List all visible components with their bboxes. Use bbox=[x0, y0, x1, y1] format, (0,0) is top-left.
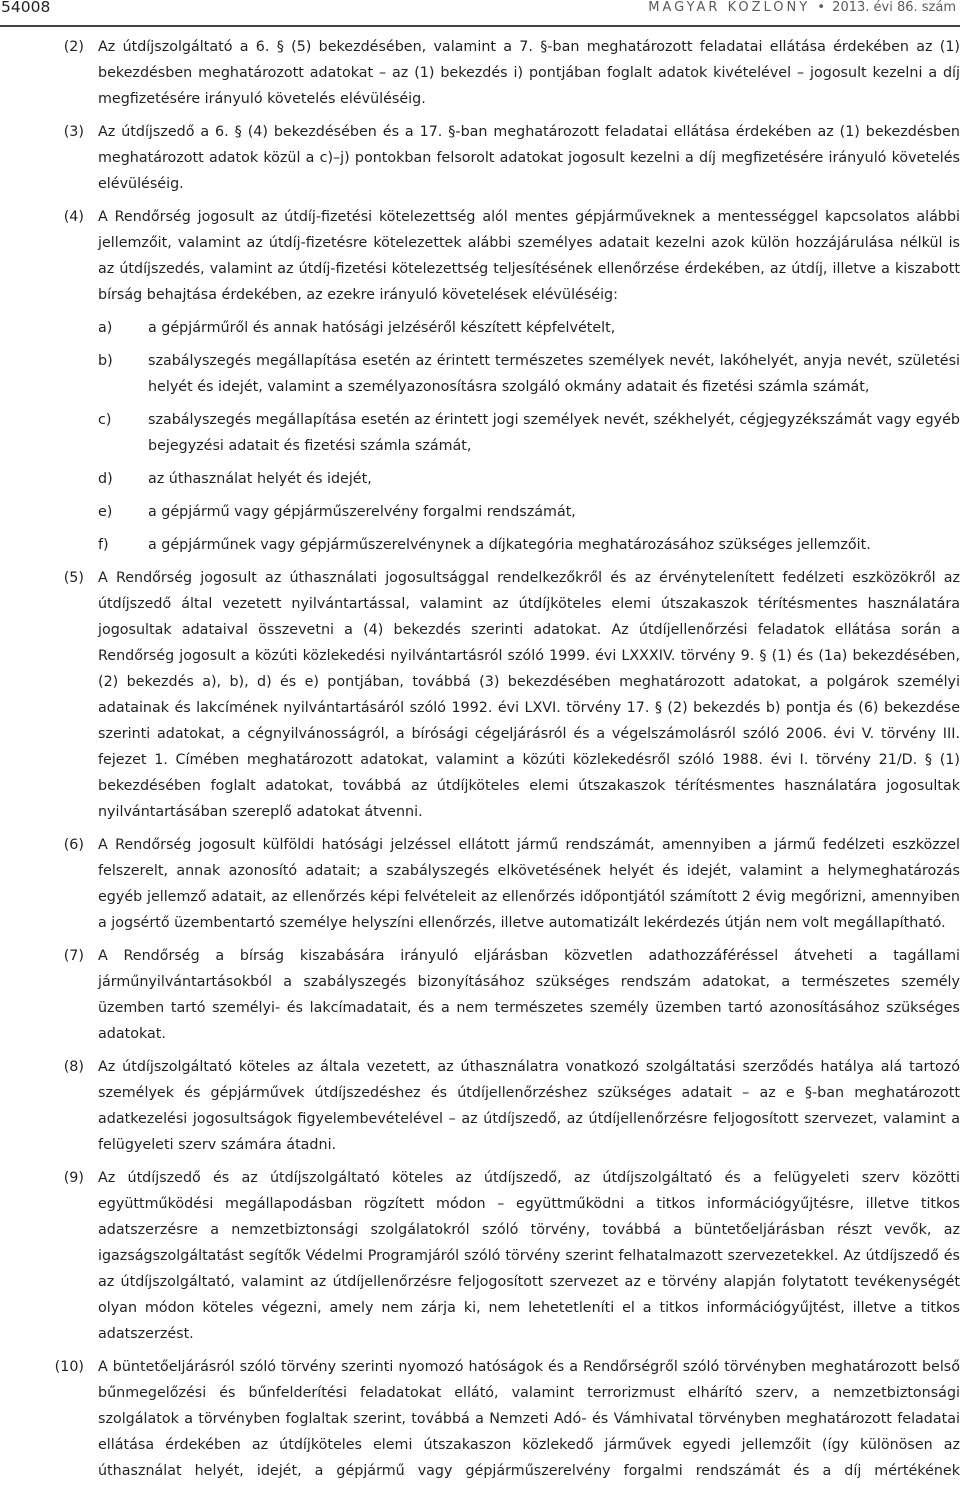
list-item-a bbox=[0, 315, 960, 341]
list-item-text: a gépjárműről és annak hatósági jelzéséről készített képfelvételt, bbox=[148, 320, 616, 336]
header-bullet: • bbox=[817, 0, 826, 15]
list-item-c bbox=[0, 407, 960, 459]
list-item-d bbox=[0, 466, 960, 492]
journal-header bbox=[648, 0, 956, 15]
list-item-label: c) bbox=[98, 412, 112, 428]
paragraph-text: A Rendőrség jogosult az úthasználati jogosultsággal rendelkezőkről és az érvénytelenített fedélzeti eszközökről az útdíjszedő által vezetett nyilvántartással, valamint az útdíjköteles elemi útszakaszok térítésmentes használatára jogosultak adataival összevetni a (4) bekezdés szerinti adatokat. Az útdíjellenőrzési feladatok ellátása során a Rendőrség jogosult a közúti közlekedési nyilvántartásról szóló 1999. évi LXXXIV. törvény 9. § (1) és (1a) bekezdésében, (2) bekezdés a), b), d) és e) pontjában, továbbá (3) bekezdésében meghatározott adatokat, a polgárok személyi adatainak és lakcímének nyilvántartásáról szóló 1992. évi LXVI. törvény 17. § (2) bekezdés b) pontja és (6) bekezdése szerinti adatokat, a cégnyilvánosságról, a bírósági cégeljárásról és a végelszámolásról szóló 2006. évi V. törvény III. fejezet 1. Címében meghatározott adatokat, valamint a közúti közlekedésről szóló 1988. évi I. törvény 21/D. § (1) bekezdésében foglalt adatokat, továbbá az útdíjköteles elemi útszakaszok térítésmentes használatára jogosultak nyilvántartásában szereplő adatokat átvenni. bbox=[98, 570, 960, 820]
list-item-b bbox=[0, 348, 960, 400]
list-item-label: b) bbox=[98, 353, 113, 369]
list-item-label: e) bbox=[98, 504, 113, 520]
paragraph-number: (3) bbox=[63, 124, 84, 140]
list-item-e bbox=[0, 499, 960, 525]
list-item-text: az úthasználat helyét és idejét, bbox=[148, 471, 372, 487]
paragraph-number: (4) bbox=[63, 209, 84, 225]
paragraph-text: A Rendőrség jogosult külföldi hatósági jelzéssel ellátott jármű rendszámát, amennyiben a jármű fedélzeti eszközzel felszerelt, annak azonosító adatait; a szabályszegés elkövetésének helyét és idejét, valamint a helymeghatározás egyéb jellemző adatait, az ellenőrzés képi felvételeit az ellenőrzés időpontjától számított 2 évig megőrizni, amennyiben a jogsértő üzembentartó személye helyszíni ellenőrzés, illetve automatizált lekérdezés útján nem volt megállapítható. bbox=[98, 837, 960, 931]
paragraph-number: (6) bbox=[63, 837, 84, 853]
list-item-text: a gépjármű vagy gépjárműszerelvény forgalmi rendszámát, bbox=[148, 504, 576, 520]
paragraph-text: A Rendőrség a bírság kiszabására irányuló eljárásban közvetlen adathozzáféréssel átveheti a tagállami járműnyilvántartásokból a szabályszegés bizonyításához szükséges rendszám adatokat, a természetes személy üzemben tartó személyi- és lakcímadatait, és a nem természetes személy üzemben tartó azonosításához szükséges adatokat. bbox=[98, 948, 960, 1042]
paragraph-4 bbox=[0, 204, 960, 308]
paragraph-text: A büntetőeljárásról szóló törvény szerinti nyomozó hatóságok és a Rendőrségről szóló törvényben meghatározott belső bűnmegelőzési és bűnfelderítési feladatokat ellátó, valamint terrorizmust elhárító szerv, a nemzetbiztonsági szolgálatok a törvényben foglaltak szerint, továbbá a Nemzeti Adó- és Vámhivatal törvényben meghatározott feladatai ellátása érdekében az útdíjköteles elemi útszakaszon közlekedő járművek egyedi jellemzőit (így különösen az úthasználat helyét, idejét, a gépjármű vagy gépjárműszerelvény forgalmi rendszámát és a díj mértékének bbox=[98, 1359, 960, 1479]
paragraph-number: (8) bbox=[63, 1059, 84, 1075]
list-item-f bbox=[0, 532, 960, 558]
paragraph-10 bbox=[0, 1354, 960, 1484]
issue-label: 2013. évi 86. szám bbox=[832, 0, 956, 15]
list-item-label: f) bbox=[98, 537, 109, 553]
journal-title: MAGYAR KÖZLÖNY bbox=[648, 0, 811, 15]
paragraph-number: (9) bbox=[63, 1170, 84, 1186]
paragraph-text: A Rendőrség jogosult az útdíj-fizetési kötelezettség alól mentes gépjárműveknek a mentességgel kapcsolatos alábbi jellemzőit, valamint az útdíj-fizetésre kötelezettek alábbi személyes adatait kezelni azok külön hozzájárulása nélkül is az útdíjszedés, valamint az útdíj-fizetési kötelezettség teljesítésének ellenőrzése érdekében, az útdíj, illetve a kiszabott bírság behajtása érdekében, az ezekre irányuló követelések elévüléséig: bbox=[98, 209, 960, 303]
paragraph-text: Az útdíjszolgáltató köteles az általa vezetett, az úthasználatra vonatkozó szolgáltatási szerződés hatálya alá tartozó személyek és gépjárművek útdíjszedéshez és útdíjellenőrzéshez szükséges adatait – az e §-ban meghatározott adatkezelési jogosultságok figyelembevételével – az útdíjszedő, az útdíjellenőrzésre feljogosított szervezet, valamint a felügyeleti szerv számára átadni. bbox=[98, 1059, 960, 1153]
paragraph-2 bbox=[0, 34, 960, 112]
paragraph-text: Az útdíjszedő és az útdíjszolgáltató köteles az útdíjszedő, az útdíjszolgáltató és a felügyeleti szerv közötti együttműködési megállapodásban rögzített módon – együttműködni a titkos információgyűjtésre, illetve titkos adatszerzésre a nemzetbiztonsági szolgálatokról szóló törvény, továbbá a büntetőeljárásban részt vevők, az igazságszolgáltatást segítők Védelmi Programjáról szóló törvény szerint felhatalmazott szervezetekkel. Az útdíjszedő és az útdíjszolgáltató, valamint az útdíjellenőrzésre feljogosított szervezet az e törvény alapján folytatott tevékenységét olyan módon köteles végezni, amely nem zárja ki, nem lehetetleníti el a titkos információgyűjtést, illetve a titkos adatszerzést. bbox=[98, 1170, 960, 1342]
document-body bbox=[0, 34, 960, 1491]
page-header bbox=[0, 0, 960, 26]
list-item-text: szabályszegés megállapítása esetén az érintett jogi személyek nevét, székhelyét, cégjegyzékszámát vagy egyéb bejegyzési adatait és fizetési számla számát, bbox=[148, 412, 960, 454]
paragraph-number: (10) bbox=[54, 1359, 84, 1375]
header-rule bbox=[0, 25, 960, 27]
paragraph-text: Az útdíjszedő a 6. § (4) bekezdésében és a 17. §-ban meghatározott feladatai ellátása érdekében az (1) bekezdésben meghatározott adatok közül a c)–j) pontokban felsorolt adatokat jogosult kezelni a díj megfizetésére irányuló követelés elévüléséig. bbox=[98, 124, 960, 192]
paragraph-number: (5) bbox=[63, 570, 84, 586]
list-item-text: szabályszegés megállapítása esetén az érintett természetes személyek nevét, lakóhelyét, anyja nevét, születési helyét és idejét, valamint a személyazonosításra szolgáló okmány adatait és fizetési számla számát, bbox=[148, 353, 960, 395]
paragraph-number: (7) bbox=[63, 948, 84, 964]
page-number: 54008 bbox=[1, 0, 51, 16]
paragraph-7 bbox=[0, 943, 960, 1047]
paragraph-number: (2) bbox=[63, 39, 84, 55]
paragraph-9 bbox=[0, 1165, 960, 1347]
list-item-label: d) bbox=[98, 471, 113, 487]
paragraph-text: Az útdíjszolgáltató a 6. § (5) bekezdésében, valamint a 7. §-ban meghatározott feladatai ellátása érdekében az (1) bekezdésben meghatározott adatokat – az (1) bekezdés i) pontjában foglalt adatok kivételével – jogosult kezelni a díj megfizetésére irányuló követelés elévüléséig. bbox=[98, 39, 960, 107]
list-item-label: a) bbox=[98, 320, 113, 336]
list-item-text: a gépjárműnek vagy gépjárműszerelvénynek a díjkategória meghatározásához szükséges jellemzőit. bbox=[148, 537, 871, 553]
paragraph-3 bbox=[0, 119, 960, 197]
paragraph-5 bbox=[0, 565, 960, 825]
paragraph-6 bbox=[0, 832, 960, 936]
paragraph-8 bbox=[0, 1054, 960, 1158]
